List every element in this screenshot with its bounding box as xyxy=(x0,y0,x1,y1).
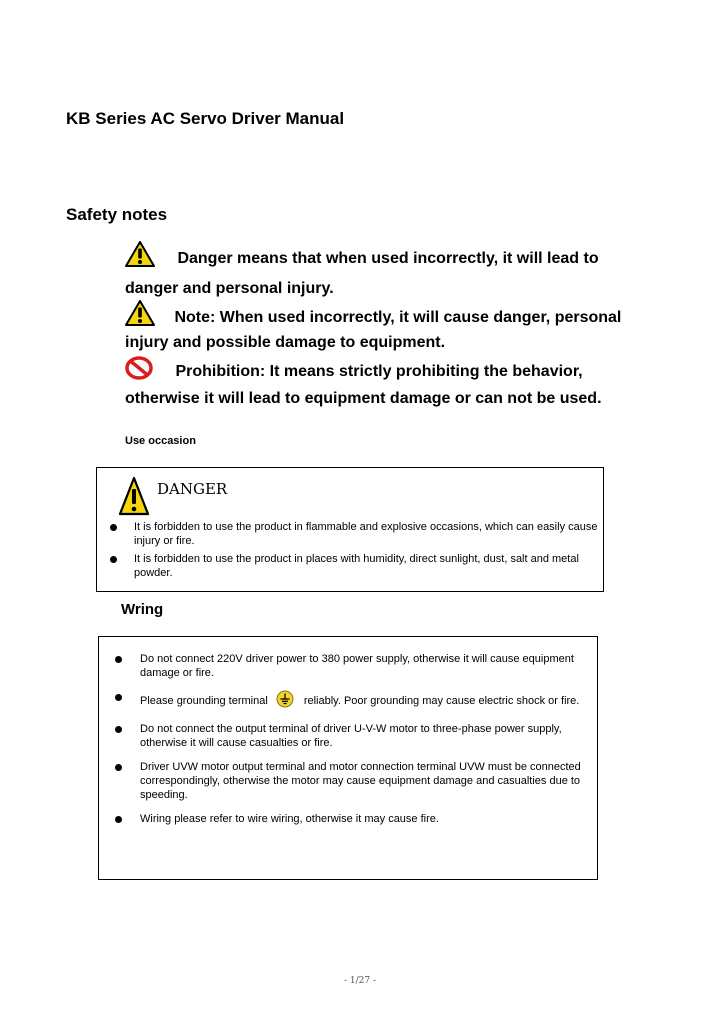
list-item: Do not connect the output terminal of driver U-V-W motor to three-phase power supply, otherwise it will cause casualties or fire. xyxy=(140,722,590,750)
ground-terminal-icon xyxy=(276,690,294,712)
list-item: Wiring please refer to wire wiring, otherwise it may cause fire. xyxy=(140,812,590,826)
warning-triangle-icon xyxy=(118,476,150,521)
notice-lead: Danger means that when used incorrectly, it will lead to xyxy=(177,250,599,267)
notice-rest: otherwise it will lead to equipment damage or can not be used. xyxy=(125,390,602,407)
notice-prohibition xyxy=(125,356,665,409)
bullet-icon xyxy=(115,726,122,733)
bullet-icon xyxy=(110,556,117,563)
bullet-icon xyxy=(115,694,122,701)
list-item: Driver UVW motor output terminal and motor connection terminal UVW must be connected correspondingly, otherwise the motor may cause equipment damage and casualties due to speeding. xyxy=(140,760,590,802)
notice-rest: danger and personal injury. xyxy=(125,280,334,297)
notice-lead: Note: When used incorrectly, it will cause danger, personal xyxy=(174,309,622,326)
bullet-icon xyxy=(115,764,122,771)
warning-triangle-icon xyxy=(125,300,155,332)
list-item: It is forbidden to use the product in flammable and explosive occasions, which can easily cause injury or fire. xyxy=(134,520,599,548)
list-item: Do not connect 220V driver power to 380 power supply, otherwise it will cause equipment damage or fire. xyxy=(140,652,590,680)
bullet-icon xyxy=(115,656,122,663)
document-title: KB Series AC Servo Driver Manual xyxy=(66,109,345,128)
wiring-list xyxy=(140,652,590,836)
use-occasion-list xyxy=(134,520,599,584)
notice-note xyxy=(125,300,665,353)
page-number: - 1/27 - xyxy=(343,976,376,986)
bullet-icon xyxy=(115,816,122,823)
section-title: Safety notes xyxy=(66,205,168,224)
wiring-heading: Wring xyxy=(121,601,164,618)
notice-rest: injury and possible damage to equipment. xyxy=(125,334,446,351)
danger-label: DANGER xyxy=(157,480,228,498)
notice-danger xyxy=(125,241,665,299)
list-item: It is forbidden to use the product in places with humidity, direct sunlight, dust, salt and metal powder. xyxy=(134,552,599,580)
notice-lead: Prohibition: It means strictly prohibiting the behavior, xyxy=(175,363,583,380)
bullet-icon xyxy=(110,524,117,531)
warning-triangle-icon xyxy=(125,241,155,273)
prohibition-icon xyxy=(125,356,153,386)
use-occasion-heading: Use occasion xyxy=(125,435,196,447)
list-item: Please grounding terminal reliably. Poor grounding may cause electric shock or fire. xyxy=(140,690,590,712)
